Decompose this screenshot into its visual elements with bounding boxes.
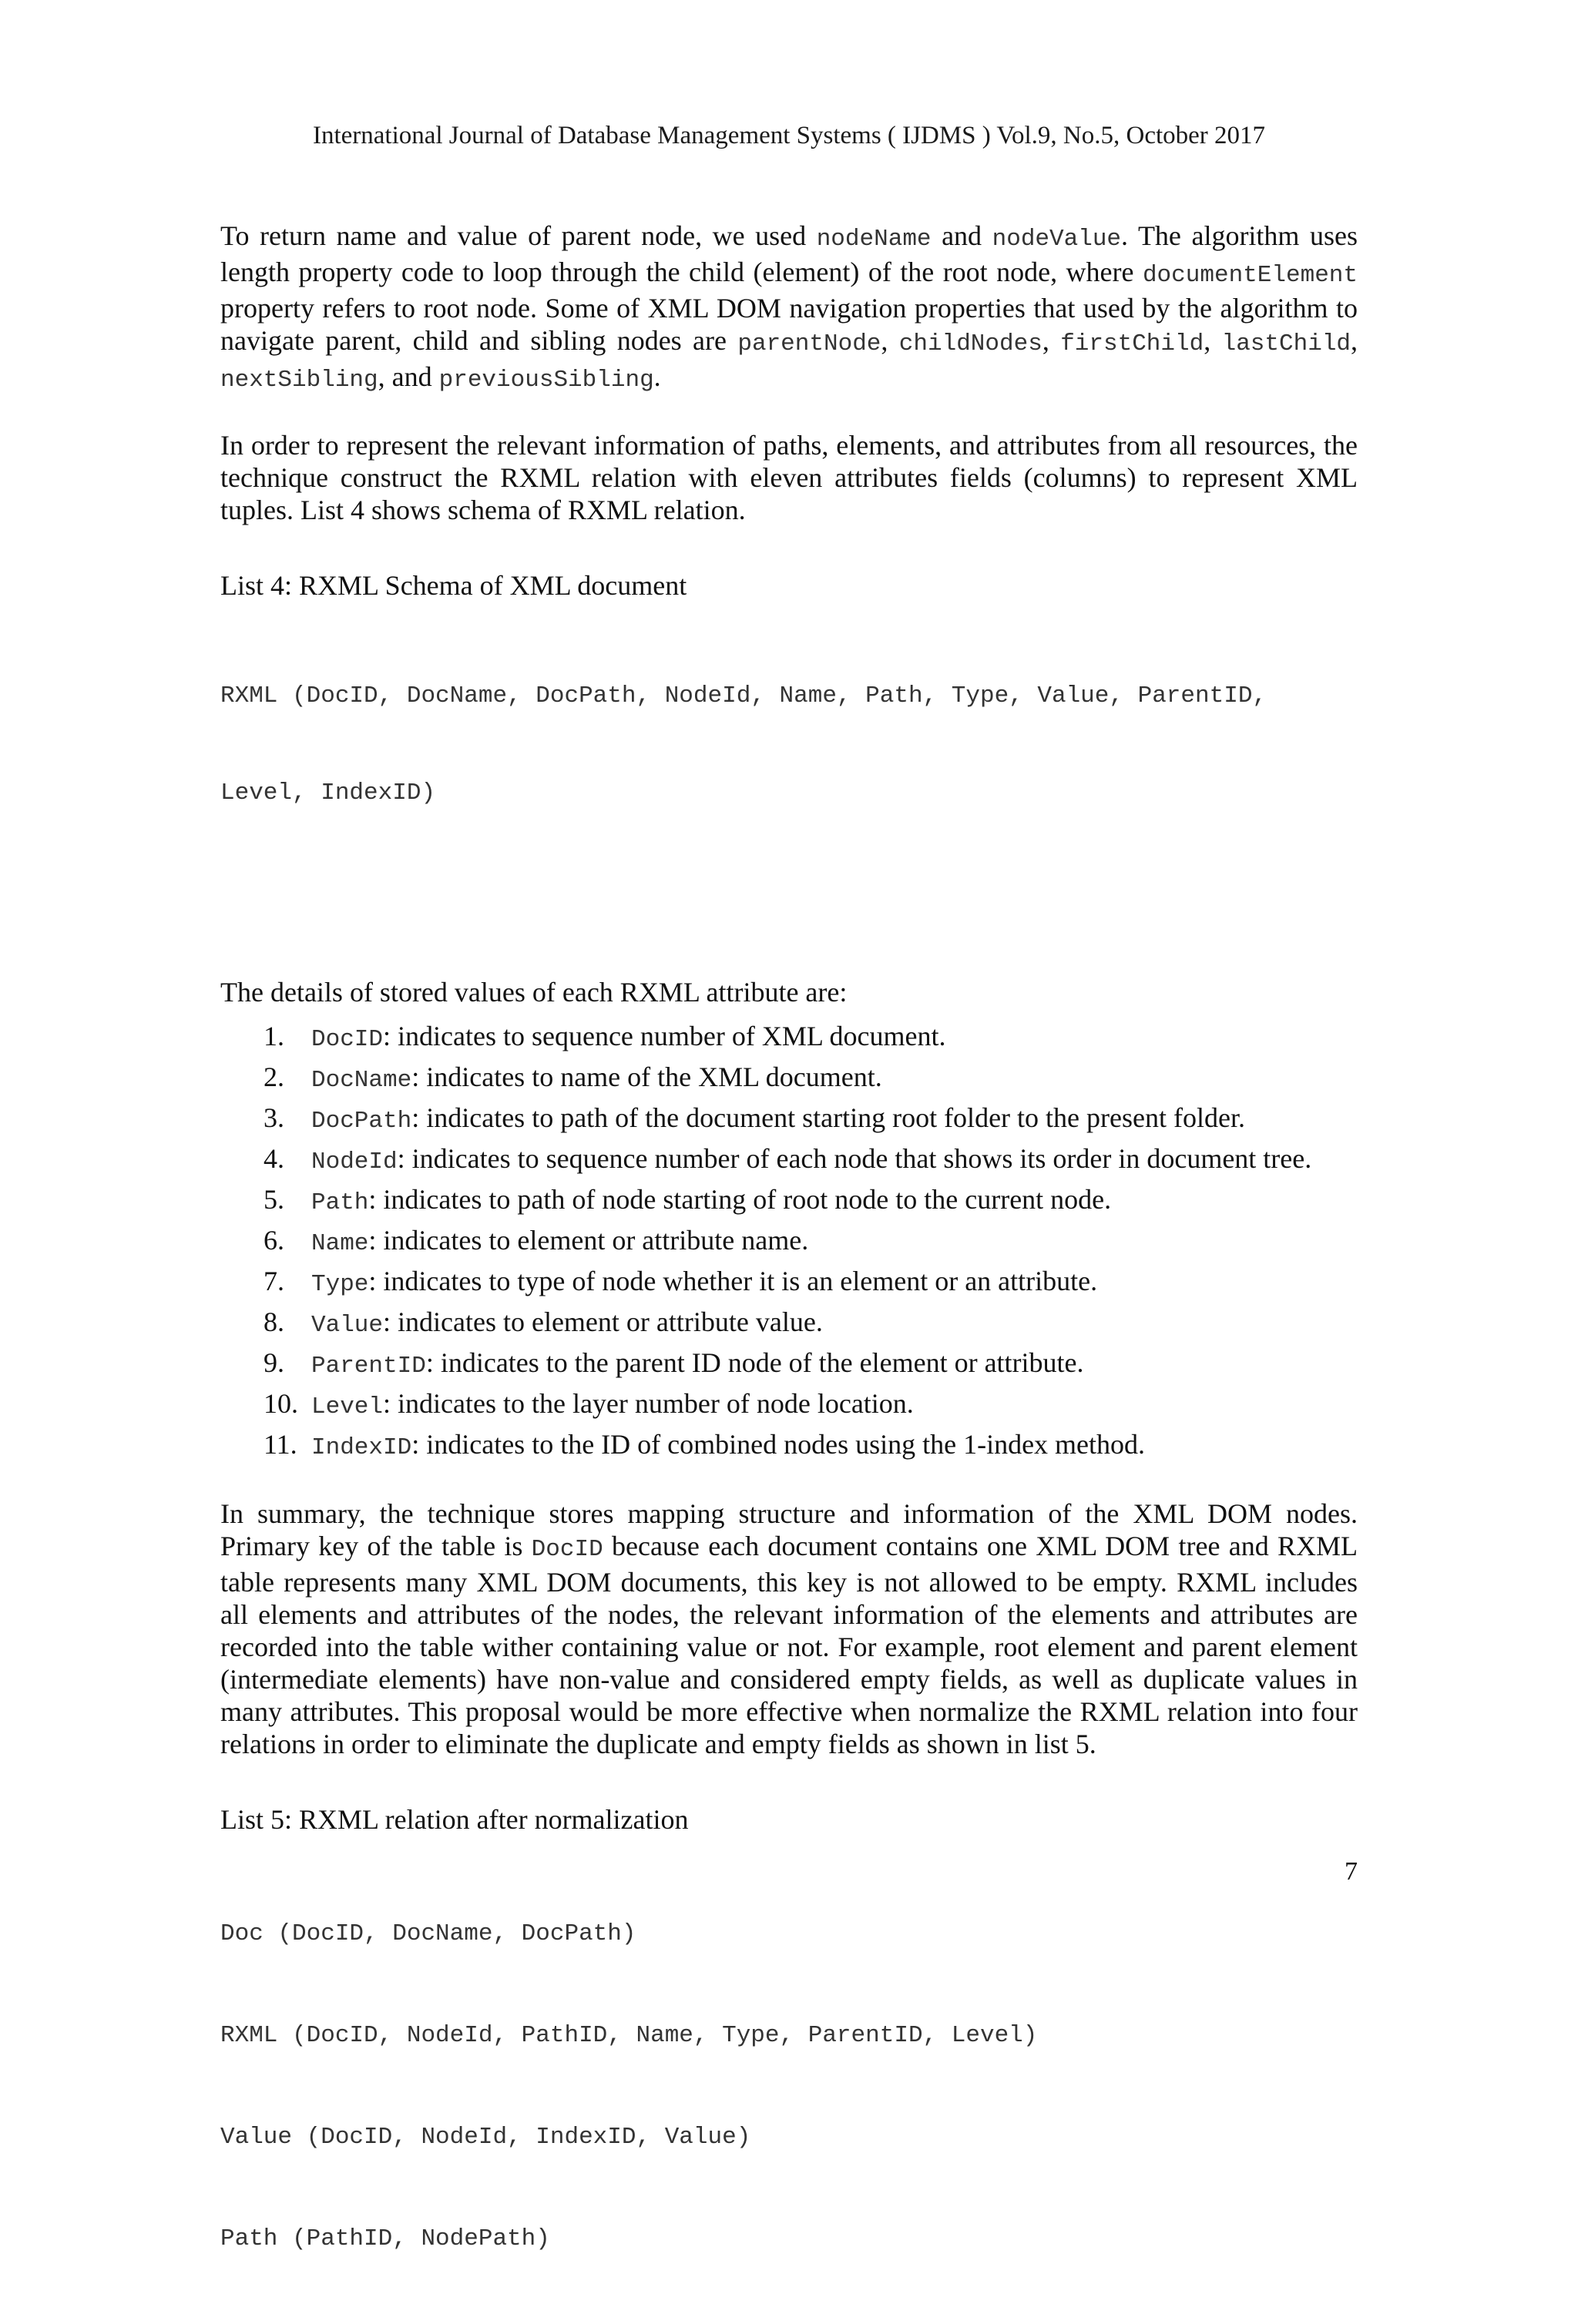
list-4-caption: List 4: RXML Schema of XML document: [220, 570, 687, 601]
code-nodename: nodeName: [816, 226, 932, 253]
paragraph-rxml-intro: [220, 429, 1358, 526]
list-number: 10.: [264, 1388, 298, 1419]
paragraph-line: relations in order to eliminate the duplicate and empty fields as shown in list 5.: [220, 1729, 1096, 1759]
list-item: [220, 1385, 1358, 1426]
code-line: Path (PathID, NodePath): [220, 2225, 550, 2252]
list-5-caption: List 5: RXML relation after normalization: [220, 1804, 689, 1835]
code-attribute: DocID: [311, 1026, 384, 1053]
code-attribute: ParentID: [311, 1353, 426, 1380]
code-line: Doc (DocID, DocName, DocPath): [220, 1920, 636, 1947]
code-previoussibling: previousSibling: [438, 367, 654, 394]
list-item: [220, 1058, 1358, 1099]
paragraph-line: property refers to root node. Some of XML DOM navigation properties that used by the algorithm to: [220, 293, 1358, 324]
code-documentelement: documentElement: [1142, 262, 1358, 289]
text-span: ,: [1351, 325, 1358, 356]
text-span: .: [653, 361, 661, 392]
paragraph-line: In order to represent the relevant information of paths, elements, and attributes from all resources, the: [220, 430, 1358, 461]
list-number: 11.: [264, 1429, 297, 1460]
text-span: ,: [1042, 325, 1061, 356]
list-text: : indicates to the ID of combined nodes using the 1-index method.: [411, 1429, 1146, 1460]
paragraph-line: [220, 1530, 1358, 1566]
code-attribute: DocName: [311, 1067, 412, 1094]
text-span: ,: [1204, 325, 1222, 356]
list-number: 7.: [264, 1266, 284, 1296]
text-span: , and: [378, 361, 439, 392]
list-item: [220, 1303, 1358, 1344]
paragraph-line: [220, 256, 1358, 292]
code-attribute: Type: [311, 1271, 369, 1298]
list-text: : indicates to element or attribute value.: [383, 1306, 823, 1337]
list-number: 9.: [264, 1347, 284, 1378]
code-line: Value (DocID, NodeId, IndexID, Value): [220, 2124, 751, 2151]
text-span: Primary key of the table is: [220, 1531, 532, 1561]
page-number: 7: [1345, 1857, 1358, 1886]
text-span: ,: [881, 325, 899, 356]
paragraph-line: In summary, the technique stores mapping structure and information of the XML DOM nodes.: [220, 1498, 1358, 1529]
code-parentnode: parentNode: [737, 330, 881, 357]
paragraph-line: [220, 324, 1358, 361]
code-attribute: DocPath: [311, 1108, 412, 1135]
code-docid: DocID: [531, 1536, 603, 1563]
list-text: : indicates to name of the XML document.: [411, 1061, 882, 1092]
list-text: : indicates to path of node starting of root node to the current node.: [368, 1184, 1112, 1215]
paragraph-dom-properties: [220, 220, 1358, 397]
list-item: [220, 1018, 1358, 1058]
code-line: RXML (DocID, NodeId, PathID, Name, Type, ParentID, Level): [220, 2022, 1038, 2049]
paragraph-line: many attributes. This proposal would be more effective when normalize the RXML relation into four: [220, 1696, 1358, 1727]
code-firstchild: firstChild: [1060, 330, 1204, 357]
paragraph-line: table represents many XML DOM documents, this key is not allowed to be empty. RXML includes: [220, 1567, 1358, 1598]
list-item: [220, 1263, 1358, 1303]
details-intro: The details of stored values of each RXML attribute are:: [220, 977, 848, 1008]
main-content: [220, 220, 1358, 2324]
list-item: [220, 1344, 1358, 1385]
attribute-details-list: [220, 1018, 1358, 1467]
list-item: [220, 1181, 1358, 1222]
code-line: RXML (DocID, DocName, DocPath, NodeId, Name, Path, Type, Value, ParentID,: [220, 682, 1267, 709]
paragraph-summary: [220, 1497, 1358, 1760]
text-span: . The algorithm uses: [1121, 220, 1358, 251]
code-attribute: IndexID: [311, 1434, 412, 1461]
list-number: 8.: [264, 1306, 284, 1337]
paragraph-line: (intermediate elements) have non-value and considered empty fields, as well as duplicate values in: [220, 1664, 1358, 1695]
list-number: 4.: [264, 1143, 284, 1174]
code-nodevalue: nodeValue: [992, 226, 1122, 253]
code-attribute: Name: [311, 1230, 369, 1257]
text-span: length property code to loop through the child (element) of the root node, where: [220, 257, 1143, 287]
list-item: [220, 1426, 1358, 1467]
paragraph-line: tuples. List 4 shows schema of RXML relation.: [220, 495, 746, 525]
list-text: : indicates to sequence number of each node that shows its order in document tree.: [397, 1143, 1312, 1174]
list-item: [220, 1099, 1358, 1140]
list-text: : indicates to the layer number of node location.: [383, 1388, 914, 1419]
text-span: because each document contains one XML DOM tree and RXML: [603, 1531, 1358, 1561]
code-childnodes: childNodes: [898, 330, 1042, 357]
paragraph-line: [220, 361, 1358, 397]
code-lastchild: lastChild: [1221, 330, 1351, 357]
list-item: [220, 1222, 1358, 1263]
list-number: 1.: [264, 1021, 284, 1051]
list-4-schema-code: [220, 615, 1358, 874]
code-attribute: Level: [311, 1393, 384, 1420]
list-number: 3.: [264, 1102, 284, 1133]
list-text: : indicates to type of node whether it is an element or an attribute.: [368, 1266, 1098, 1296]
list-number: 5.: [264, 1184, 284, 1215]
paragraph-line: [220, 220, 1358, 256]
list-text: : indicates to element or attribute name.: [368, 1225, 809, 1256]
text-span: navigate parent, child and sibling nodes are: [220, 325, 738, 356]
list-number: 6.: [264, 1225, 284, 1256]
running-header: International Journal of Database Management Systems ( IJDMS ) Vol.9, No.5, October 2017: [312, 122, 1266, 149]
paragraph-line: all elements and attributes of the nodes, the relevant information of the elements and attributes are: [220, 1599, 1358, 1630]
list-number: 2.: [264, 1061, 284, 1092]
list-text: : indicates to the parent ID node of the element or attribute.: [425, 1347, 1084, 1378]
list-item: [220, 1140, 1358, 1181]
code-attribute: NodeId: [311, 1149, 398, 1175]
list-5-relations-code: [220, 1849, 1358, 2324]
list-text: : indicates to path of the document starting root folder to the present folder.: [411, 1102, 1245, 1133]
paragraph-line: recorded into the table wither containing value or not. For example, root element and parent element: [220, 1631, 1358, 1662]
code-attribute: Value: [311, 1312, 384, 1339]
text-span: and: [931, 220, 992, 251]
code-line: Level, IndexID): [220, 780, 436, 807]
text-span: To return name and value of parent node, we used: [220, 220, 817, 251]
code-nextsibling: nextSibling: [220, 367, 378, 394]
code-attribute: Path: [311, 1189, 369, 1216]
list-text: : indicates to sequence number of XML document.: [383, 1021, 946, 1051]
paragraph-line: technique construct the RXML relation with eleven attributes fields (columns) to represent XML: [220, 462, 1358, 493]
